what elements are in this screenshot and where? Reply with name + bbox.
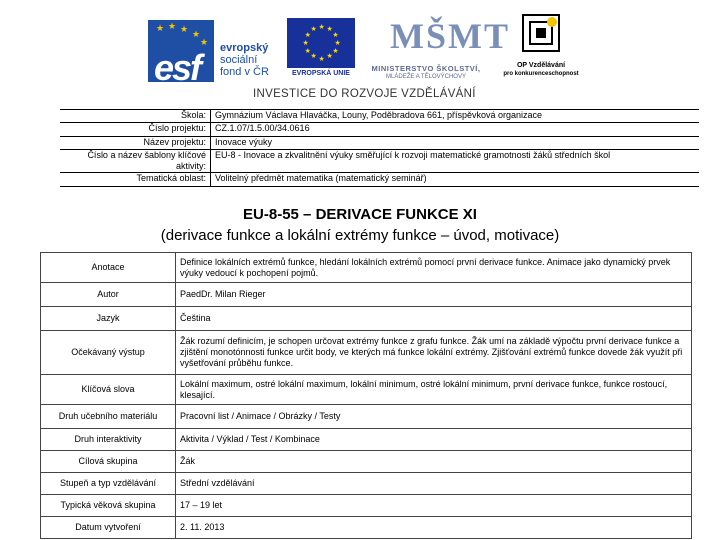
metadata-row [41,429,692,451]
document-subtitle: (derivace funkce a lokální extrémy funkce – úvod, motivace) [160,227,560,244]
metadata-row [41,283,692,307]
metadata-value: PaedDr. Milan Rieger [176,283,692,307]
school-info-key: Tematická oblast: [60,173,211,186]
op-mark [522,14,560,52]
metadata-key: Stupeň a typ vzdělávání [41,473,176,495]
eu-label: EVROPSKÁ UNIE [292,70,350,77]
school-info-value: Volitelný předmět matematika (matematický seminář) [215,173,427,184]
op-line1: OP Vzdělávání [516,62,566,69]
msmt-line2: MLÁDEŽE A TĚLOVÝCHOVY [386,74,466,80]
metadata-key: Anotace [41,253,176,283]
eu-star: ★ [334,39,341,47]
metadata-row [41,473,692,495]
banner-text: INVESTICE DO ROZVOJE VZDĚLÁVÁNÍ [253,88,476,100]
esf-line1: evropský [220,42,269,54]
metadata-row [41,495,692,517]
metadata-key: Druh interaktivity [41,429,176,451]
metadata-key: Očekávaný výstup [41,331,176,375]
metadata-row [41,517,692,539]
metadata-key: Typická věková skupina [41,495,176,517]
school-info-value: CZ.1.07/1.5.00/34.0616 [215,123,310,134]
metadata-value: Lokální maximum, ostré lokální maximum, lokální minimum, ostré lokální minimum, první derivace funkce, funkce rostoucí, klesající. [176,375,692,405]
eu-star: ★ [304,31,311,39]
esf-star: ★ [156,23,165,33]
eu-logo [283,18,359,80]
school-info-key: Číslo projektu: [60,123,211,136]
esf-star: ★ [200,37,209,47]
school-info-value: Inovace výuky [215,136,273,147]
school-info-row [60,136,699,149]
metadata-value: Žák [176,451,692,473]
esf-line2: sociální [220,54,258,66]
eu-star: ★ [332,31,339,39]
school-info-key: Číslo a název šablony klíčové aktivity: [60,150,211,173]
eu-star: ★ [318,23,325,31]
metadata-value: Střední vzdělávání [176,473,692,495]
metadata-row [41,307,692,331]
metadata-key: Datum vytvoření [41,517,176,539]
metadata-value: 2. 11. 2013 [176,517,692,539]
school-info-value: Gymnázium Václava Hlaváčka, Louny, Poděbradova 661, příspěvková organizace [215,110,543,120]
eu-star: ★ [310,25,317,33]
esf-mark-text: esf [154,47,201,88]
metadata-value: Čeština [176,307,692,331]
eu-star: ★ [326,53,333,61]
metadata-key: Cílová skupina [41,451,176,473]
school-info-key: Název projektu: [60,136,211,149]
metadata-value: Pracovní list / Animace / Obrázky / Testy [176,405,692,429]
op-logo [496,12,586,82]
document-title: EU-8-55 – DERIVACE FUNKCE XI [243,206,477,223]
eu-star: ★ [332,47,339,55]
metadata-row [41,405,692,429]
eu-star: ★ [310,53,317,61]
school-info-row [60,110,699,123]
metadata-key: Druh učebního materiálu [41,405,176,429]
metadata-value: Definice lokálních extrémů funkce, hledání lokálních extrémů pomocí první derivace funkce. Animace jako dynamický prvek výuky vedoucí k pochopení pojmů. [176,253,692,283]
school-info-row [60,123,699,136]
eu-star: ★ [318,55,325,63]
msmt-line1: MINISTERSTVO ŠKOLSTVÍ, [371,64,481,73]
esf-line3: fond v ČR [220,66,269,78]
msmt-mark: MŠMT [390,16,510,56]
metadata-value: 17 – 19 let [176,495,692,517]
logo-strip [0,0,720,108]
metadata-key: Autor [41,283,176,307]
metadata-table [40,252,692,539]
metadata-value: Aktivita / Výklad / Test / Kombinace [176,429,692,451]
eu-flag [287,18,355,68]
school-info-row [60,150,699,173]
metadata-row [41,253,692,283]
metadata-row [41,375,692,405]
eu-star: ★ [302,39,309,47]
metadata-key: Klíčová slova [41,375,176,405]
school-info-key: Škola: [60,110,211,123]
school-info-table [60,109,699,187]
metadata-row [41,451,692,473]
esf-star: ★ [180,24,189,34]
esf-star: ★ [192,29,201,39]
metadata-value: Žák rozumí definicím, je schopen určovat extrémy funkce z grafu funkce. Žák umí na základě výpočtu první derivace funkce a zjištění monotónnosti funkce určit body, ve kterých má funkce lokální extrémy. Zjišťování extrémů funkce dovede žák využít při vyšetřování průběhu funkce. [176,331,692,375]
esf-text [220,42,280,78]
school-info-value: EU-8 - Inovace a zkvalitnění výuky směřující k rozvoji matematické gramotnosti žáků středních škol [215,150,611,161]
op-line2: pro konkurenceschopnost [503,71,579,77]
msmt-logo [362,16,510,84]
esf-star: ★ [168,21,177,31]
metadata-key: Jazyk [41,307,176,331]
esf-logo [148,20,276,88]
esf-mark [148,20,214,88]
metadata-row [41,331,692,375]
eu-star: ★ [304,47,311,55]
school-info-row [60,173,699,186]
eu-star: ★ [326,25,333,33]
